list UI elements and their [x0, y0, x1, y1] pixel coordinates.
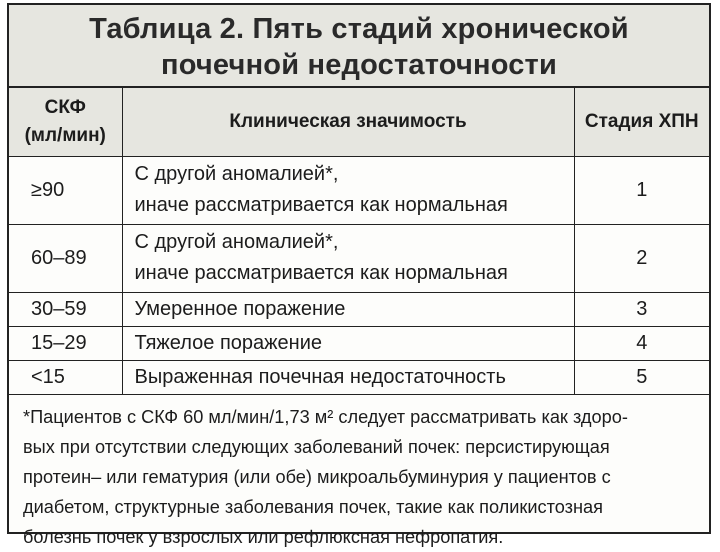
- significance-cell: [122, 224, 574, 292]
- ckd-stages-table: [9, 88, 709, 395]
- footnote-line: протеин– или гематурия (или обе) микроальбуминурия у пациентов с: [23, 466, 611, 487]
- table-row: [9, 156, 709, 224]
- gfr-cell: 60–89: [9, 224, 122, 292]
- stage-cell: 2: [574, 224, 709, 292]
- footnote-line: диабетом, структурные заболевания почек, такие как поликистозная: [23, 496, 604, 517]
- table-row: [9, 292, 709, 326]
- table-row: [9, 326, 709, 360]
- significance-line-2: иначе рассматривается как нормальная: [134, 194, 508, 216]
- stage-cell: 1: [574, 156, 709, 224]
- table-title: [9, 5, 709, 88]
- gfr-cell: 30–59: [9, 292, 122, 326]
- table-row: [9, 224, 709, 292]
- gfr-cell: <15: [9, 360, 122, 394]
- stage-cell: 4: [574, 326, 709, 360]
- table-title-line-1: Таблица 2. Пять стадий хронической: [89, 12, 629, 45]
- footnote-line: *Пациентов с СКФ 60 мл/мин/1,73 м² следует рассматривать как здоро-: [23, 406, 628, 427]
- table-title-line-2: почечной недостаточности: [160, 48, 557, 81]
- column-header-significance: Клиническая значимость: [122, 88, 574, 156]
- gfr-cell: ≥90: [9, 156, 122, 224]
- column-header-stage: Стадия ХПН: [574, 88, 709, 156]
- significance-line-2: иначе рассматривается как нормальная: [134, 262, 508, 284]
- footnote-line: вых при отсутствии следующих заболеваний почек: персистирующая: [23, 436, 610, 457]
- column-header-gfr-line-1: СКФ: [44, 96, 86, 118]
- stage-cell: 5: [574, 360, 709, 394]
- significance-line-1: С другой аномалией*,: [134, 163, 339, 185]
- gfr-cell: 15–29: [9, 326, 122, 360]
- column-header-gfr-line-2: (мл/мин): [24, 124, 106, 146]
- significance-cell: [122, 156, 574, 224]
- footnote: [9, 395, 709, 552]
- significance-cell: Тяжелое поражение: [122, 326, 574, 360]
- header-row: [9, 88, 709, 156]
- stage-cell: 3: [574, 292, 709, 326]
- significance-cell: Умеренное поражение: [122, 292, 574, 326]
- footnote-line: болезнь почек у взрослых или рефлюксная нефропатия.: [23, 526, 504, 547]
- column-header-gfr: [9, 88, 122, 156]
- table-frame: [7, 3, 711, 547]
- significance-cell: Выраженная почечная недостаточность: [122, 360, 574, 394]
- table-row: [9, 360, 709, 394]
- significance-line-1: С другой аномалией*,: [134, 231, 339, 253]
